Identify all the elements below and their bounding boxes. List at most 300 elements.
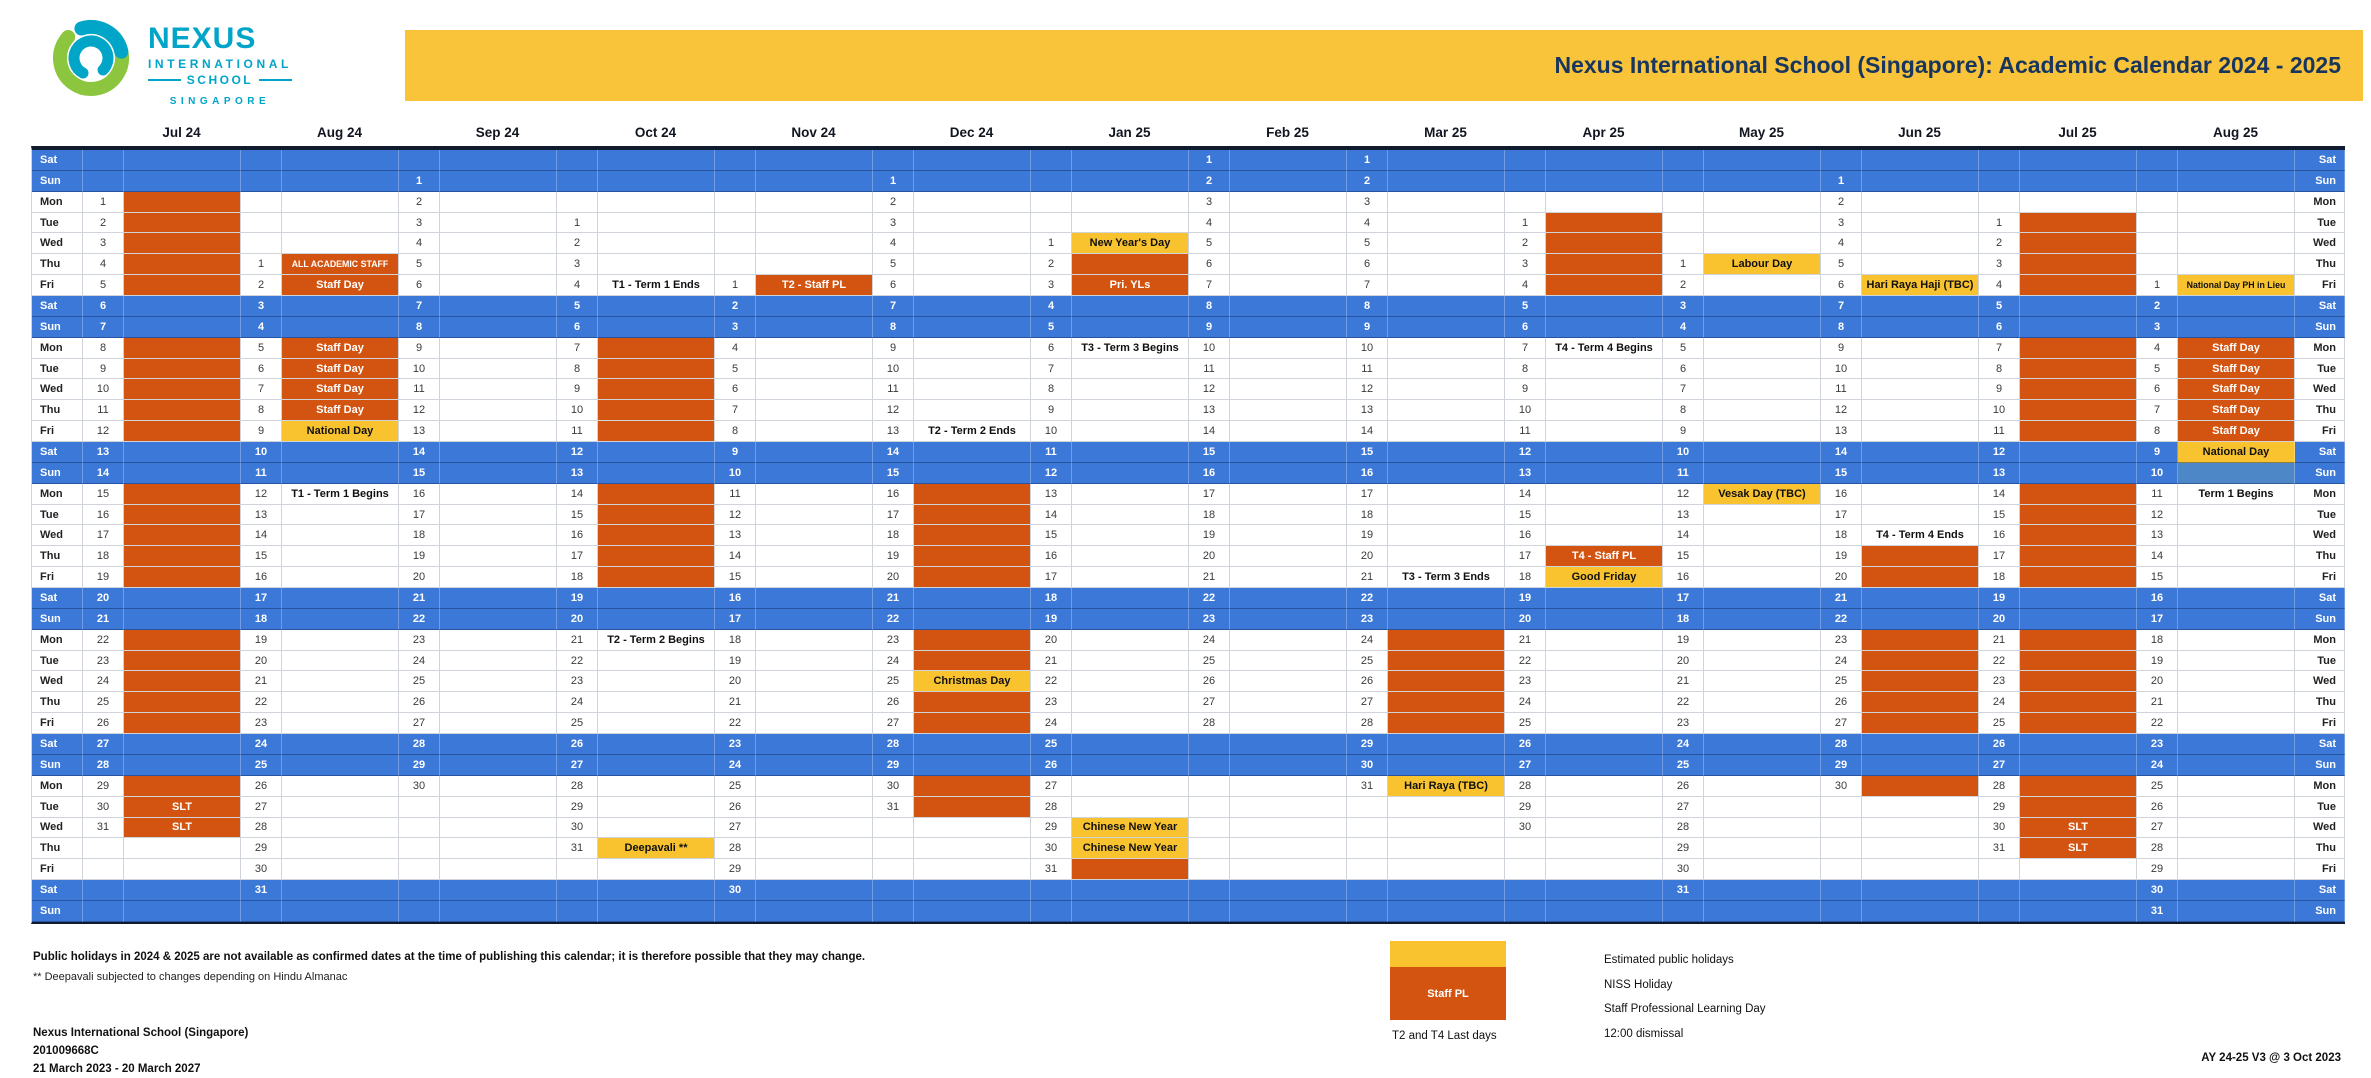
day-of-week-label-right: Wed xyxy=(2295,818,2345,839)
day-number-cell: 22 xyxy=(873,609,914,630)
event-cell xyxy=(598,171,715,192)
day-of-week-label-right: Sun xyxy=(2295,171,2345,192)
day-number-cell: 22 xyxy=(715,713,756,734)
day-of-week-label-left: Sun xyxy=(32,463,83,484)
event-cell xyxy=(756,880,873,901)
day-number-cell: 6 xyxy=(2137,379,2178,400)
event-cell xyxy=(1388,859,1505,880)
month-header: Feb 25 xyxy=(1266,125,1309,140)
day-number-cell xyxy=(873,880,914,901)
event-cell xyxy=(440,296,557,317)
event-cell xyxy=(1862,192,1979,213)
event-cell xyxy=(440,818,557,839)
event-cell xyxy=(1704,275,1821,296)
day-number-cell: 15 xyxy=(241,546,282,567)
event-cell xyxy=(1704,525,1821,546)
event-cell xyxy=(914,213,1031,234)
event-cell xyxy=(1704,400,1821,421)
event-cell: Staff Day xyxy=(2178,421,2295,442)
event-cell xyxy=(1072,192,1189,213)
event-cell: T4 - Term 4 Begins xyxy=(1546,338,1663,359)
day-number-cell: 28 xyxy=(557,776,598,797)
day-number-cell: 25 xyxy=(83,692,124,713)
event-cell xyxy=(756,755,873,776)
event-cell xyxy=(756,400,873,421)
day-number-cell: 21 xyxy=(1347,567,1388,588)
day-number-cell: 11 xyxy=(1979,421,2020,442)
event-cell xyxy=(1546,630,1663,651)
event-cell xyxy=(1072,463,1189,484)
day-number-cell: 18 xyxy=(1663,609,1704,630)
day-number-cell xyxy=(399,797,440,818)
day-number-cell: 27 xyxy=(2137,818,2178,839)
day-number-cell: 29 xyxy=(1505,797,1546,818)
event-cell xyxy=(598,609,715,630)
event-cell xyxy=(1388,734,1505,755)
event-cell xyxy=(1072,442,1189,463)
event-cell xyxy=(2020,254,2137,275)
day-number-cell: 28 xyxy=(241,818,282,839)
event-cell xyxy=(440,755,557,776)
event-cell xyxy=(124,379,241,400)
event-cell xyxy=(2020,505,2137,526)
day-number-cell: 22 xyxy=(83,630,124,651)
event-cell xyxy=(1230,692,1347,713)
event-cell: T1 - Term 1 Begins xyxy=(282,484,399,505)
day-number-cell: 17 xyxy=(873,505,914,526)
day-number-cell xyxy=(557,192,598,213)
event-cell xyxy=(2020,192,2137,213)
day-number-cell: 26 xyxy=(83,713,124,734)
event-cell: T1 - Term 1 Ends xyxy=(598,275,715,296)
event-cell xyxy=(1704,505,1821,526)
event-cell xyxy=(914,317,1031,338)
event-cell xyxy=(1072,880,1189,901)
event-cell xyxy=(1388,588,1505,609)
day-of-week-label-left: Fri xyxy=(32,275,83,296)
event-cell xyxy=(756,859,873,880)
event-cell xyxy=(2020,359,2137,380)
event-cell xyxy=(1388,505,1505,526)
event-cell xyxy=(1230,713,1347,734)
event-cell xyxy=(1388,296,1505,317)
event-cell xyxy=(1072,317,1189,338)
day-number-cell: 28 xyxy=(1663,818,1704,839)
day-number-cell xyxy=(1663,233,1704,254)
event-cell xyxy=(1546,317,1663,338)
day-number-cell xyxy=(1663,213,1704,234)
day-number-cell xyxy=(1979,859,2020,880)
event-cell xyxy=(1072,525,1189,546)
day-number-cell: 9 xyxy=(2137,442,2178,463)
event-cell xyxy=(1388,755,1505,776)
event-cell xyxy=(2178,692,2295,713)
day-number-cell: 13 xyxy=(715,525,756,546)
day-number-cell: 11 xyxy=(1189,359,1230,380)
day-number-cell xyxy=(1347,901,1388,922)
event-cell xyxy=(2020,609,2137,630)
event-cell xyxy=(914,150,1031,171)
day-number-cell: 29 xyxy=(715,859,756,880)
day-number-cell: 8 xyxy=(1347,296,1388,317)
day-number-cell xyxy=(1031,192,1072,213)
day-number-cell: 9 xyxy=(1505,379,1546,400)
day-of-week-label-left: Wed xyxy=(32,379,83,400)
day-of-week-label-left: Fri xyxy=(32,859,83,880)
day-number-cell xyxy=(2137,150,2178,171)
event-cell xyxy=(1072,609,1189,630)
day-number-cell: 30 xyxy=(241,859,282,880)
day-number-cell: 27 xyxy=(1505,755,1546,776)
event-cell xyxy=(1704,317,1821,338)
day-number-cell: 5 xyxy=(715,359,756,380)
event-cell xyxy=(1862,776,1979,797)
event-cell xyxy=(1546,880,1663,901)
day-number-cell: 23 xyxy=(1189,609,1230,630)
event-cell xyxy=(914,755,1031,776)
day-number-cell: 5 xyxy=(399,254,440,275)
event-cell xyxy=(1862,171,1979,192)
event-cell xyxy=(282,880,399,901)
event-cell xyxy=(1546,609,1663,630)
day-of-week-label-left: Fri xyxy=(32,421,83,442)
event-cell xyxy=(1072,254,1189,275)
event-cell xyxy=(598,546,715,567)
day-of-week-label-right: Thu xyxy=(2295,254,2345,275)
event-cell xyxy=(1704,192,1821,213)
day-number-cell: 10 xyxy=(1189,338,1230,359)
event-cell xyxy=(1388,525,1505,546)
day-number-cell: 21 xyxy=(557,630,598,651)
day-of-week-label-right: Tue xyxy=(2295,797,2345,818)
event-cell xyxy=(440,233,557,254)
day-number-cell: 23 xyxy=(1821,630,1862,651)
day-number-cell: 26 xyxy=(1189,671,1230,692)
day-number-cell: 31 xyxy=(1979,838,2020,859)
day-number-cell: 20 xyxy=(399,567,440,588)
day-number-cell: 1 xyxy=(1821,171,1862,192)
event-cell xyxy=(1704,150,1821,171)
day-number-cell: 12 xyxy=(2137,505,2178,526)
day-number-cell: 14 xyxy=(1821,442,1862,463)
day-of-week-label-right: Wed xyxy=(2295,671,2345,692)
day-number-cell xyxy=(715,192,756,213)
event-cell xyxy=(1862,880,1979,901)
day-of-week-label-left: Sun xyxy=(32,171,83,192)
event-cell xyxy=(598,734,715,755)
day-number-cell xyxy=(1663,150,1704,171)
legend-entries xyxy=(1604,948,1766,1046)
event-cell xyxy=(914,609,1031,630)
day-number-cell: 20 xyxy=(1663,651,1704,672)
day-number-cell xyxy=(873,818,914,839)
day-number-cell: 20 xyxy=(873,567,914,588)
day-number-cell: 9 xyxy=(1189,317,1230,338)
event-cell xyxy=(282,317,399,338)
day-number-cell: 9 xyxy=(873,338,914,359)
day-number-cell: 29 xyxy=(83,776,124,797)
event-cell xyxy=(756,484,873,505)
event-cell xyxy=(1862,213,1979,234)
day-number-cell xyxy=(83,880,124,901)
event-cell xyxy=(2178,233,2295,254)
event-cell xyxy=(1072,400,1189,421)
day-number-cell: 18 xyxy=(1031,588,1072,609)
event-cell xyxy=(2020,546,2137,567)
day-number-cell: 24 xyxy=(715,755,756,776)
day-number-cell: 19 xyxy=(2137,651,2178,672)
day-number-cell: 12 xyxy=(1189,379,1230,400)
day-number-cell: 12 xyxy=(1505,442,1546,463)
event-cell xyxy=(124,213,241,234)
day-number-cell: 15 xyxy=(715,567,756,588)
day-number-cell: 15 xyxy=(1979,505,2020,526)
event-cell xyxy=(1862,421,1979,442)
event-cell xyxy=(1862,859,1979,880)
day-number-cell: 20 xyxy=(715,671,756,692)
day-number-cell: 4 xyxy=(1189,213,1230,234)
event-cell xyxy=(598,421,715,442)
day-number-cell: 13 xyxy=(241,505,282,526)
event-cell xyxy=(282,671,399,692)
event-cell xyxy=(440,651,557,672)
event-cell xyxy=(1704,379,1821,400)
day-number-cell: 25 xyxy=(1505,713,1546,734)
event-cell xyxy=(124,609,241,630)
day-number-cell: 31 xyxy=(1347,776,1388,797)
event-cell xyxy=(598,818,715,839)
day-number-cell: 1 xyxy=(1979,213,2020,234)
event-cell xyxy=(1546,713,1663,734)
day-of-week-label-right: Wed xyxy=(2295,233,2345,254)
day-number-cell: 2 xyxy=(715,296,756,317)
day-number-cell: 22 xyxy=(2137,713,2178,734)
event-cell xyxy=(1704,859,1821,880)
public-holiday-footnote: Public holidays in 2024 & 2025 are not available as confirmed dates at the time of publishing this calendar; it is therefore possible that they may change. xyxy=(33,951,866,963)
event-cell xyxy=(1704,171,1821,192)
day-number-cell: 22 xyxy=(1663,692,1704,713)
day-number-cell: 26 xyxy=(1505,734,1546,755)
day-number-cell: 2 xyxy=(1505,233,1546,254)
day-number-cell: 26 xyxy=(399,692,440,713)
event-cell xyxy=(440,442,557,463)
event-cell xyxy=(598,484,715,505)
event-cell xyxy=(2020,755,2137,776)
day-number-cell: 27 xyxy=(1189,692,1230,713)
day-of-week-label-right: Fri xyxy=(2295,421,2345,442)
event-cell xyxy=(598,880,715,901)
event-cell: Vesak Day (TBC) xyxy=(1704,484,1821,505)
day-number-cell: 12 xyxy=(83,421,124,442)
day-number-cell: 18 xyxy=(1189,505,1230,526)
company-registration-period: 21 March 2023 - 20 March 2027 xyxy=(33,1063,201,1075)
day-number-cell: 17 xyxy=(1031,567,1072,588)
event-cell: T3 - Term 3 Begins xyxy=(1072,338,1189,359)
day-number-cell: 15 xyxy=(1189,442,1230,463)
day-number-cell: 7 xyxy=(715,400,756,421)
day-number-cell xyxy=(1821,797,1862,818)
month-header: May 25 xyxy=(1738,125,1785,140)
event-cell xyxy=(914,818,1031,839)
day-number-cell xyxy=(1189,859,1230,880)
event-cell xyxy=(1072,734,1189,755)
day-number-cell: 17 xyxy=(241,588,282,609)
event-cell xyxy=(756,797,873,818)
event-cell xyxy=(124,338,241,359)
event-cell xyxy=(1230,818,1347,839)
day-of-week-label-right: Sat xyxy=(2295,442,2345,463)
deepavali-footnote: ** Deepavali subjected to changes depending on Hindu Almanac xyxy=(33,971,348,983)
day-number-cell: 21 xyxy=(1189,567,1230,588)
day-number-cell xyxy=(1821,150,1862,171)
event-cell xyxy=(124,525,241,546)
event-cell xyxy=(1230,192,1347,213)
event-cell xyxy=(1546,359,1663,380)
event-cell xyxy=(124,275,241,296)
event-cell xyxy=(124,567,241,588)
event-cell xyxy=(914,880,1031,901)
day-number-cell: 24 xyxy=(1347,630,1388,651)
event-cell xyxy=(282,546,399,567)
event-cell xyxy=(756,901,873,922)
event-cell xyxy=(2020,233,2137,254)
event-cell xyxy=(124,588,241,609)
event-cell: T2 - Term 2 Begins xyxy=(598,630,715,651)
event-cell xyxy=(1862,630,1979,651)
event-cell xyxy=(1862,692,1979,713)
day-number-cell: 22 xyxy=(1821,609,1862,630)
day-number-cell: 5 xyxy=(1663,338,1704,359)
event-cell xyxy=(598,505,715,526)
event-cell xyxy=(598,859,715,880)
event-cell xyxy=(440,484,557,505)
event-cell xyxy=(914,546,1031,567)
day-number-cell: 16 xyxy=(241,567,282,588)
day-number-cell: 18 xyxy=(399,525,440,546)
event-cell xyxy=(1230,838,1347,859)
day-number-cell: 6 xyxy=(1821,275,1862,296)
event-cell xyxy=(282,233,399,254)
day-number-cell xyxy=(873,838,914,859)
event-cell xyxy=(1388,171,1505,192)
day-number-cell: 7 xyxy=(1663,379,1704,400)
event-cell xyxy=(1546,838,1663,859)
day-of-week-label-right: Mon xyxy=(2295,192,2345,213)
day-number-cell xyxy=(1347,797,1388,818)
day-number-cell: 21 xyxy=(1979,630,2020,651)
event-cell: Staff Day xyxy=(2178,359,2295,380)
event-cell xyxy=(1072,588,1189,609)
day-number-cell: 4 xyxy=(1979,275,2020,296)
day-number-cell: 13 xyxy=(2137,525,2178,546)
event-cell xyxy=(1862,755,1979,776)
event-cell xyxy=(1704,755,1821,776)
event-cell: Term 1 Begins xyxy=(2178,484,2295,505)
day-of-week-label-left: Wed xyxy=(32,671,83,692)
day-of-week-label-left: Mon xyxy=(32,630,83,651)
day-number-cell: 17 xyxy=(83,525,124,546)
event-cell xyxy=(598,379,715,400)
event-cell: SLT xyxy=(124,797,241,818)
day-number-cell: 13 xyxy=(83,442,124,463)
event-cell xyxy=(1546,233,1663,254)
day-number-cell xyxy=(83,859,124,880)
event-cell xyxy=(124,505,241,526)
event-cell xyxy=(1230,150,1347,171)
day-number-cell xyxy=(715,150,756,171)
event-cell xyxy=(1388,463,1505,484)
day-number-cell: 6 xyxy=(1189,254,1230,275)
day-number-cell: 13 xyxy=(1189,400,1230,421)
month-header: Apr 25 xyxy=(1582,125,1625,140)
event-cell xyxy=(1862,651,1979,672)
day-number-cell: 10 xyxy=(1979,400,2020,421)
event-cell xyxy=(914,859,1031,880)
day-of-week-label-left: Fri xyxy=(32,567,83,588)
event-cell xyxy=(440,713,557,734)
event-cell xyxy=(1388,797,1505,818)
day-of-week-label-right: Thu xyxy=(2295,838,2345,859)
day-number-cell: 13 xyxy=(399,421,440,442)
event-cell xyxy=(1230,359,1347,380)
month-header: Jun 25 xyxy=(1898,125,1941,140)
day-number-cell xyxy=(873,901,914,922)
day-number-cell: 22 xyxy=(557,651,598,672)
event-cell xyxy=(1704,421,1821,442)
day-number-cell: 3 xyxy=(557,254,598,275)
event-cell xyxy=(2178,254,2295,275)
event-cell xyxy=(1388,233,1505,254)
event-cell xyxy=(1072,505,1189,526)
event-cell xyxy=(1230,567,1347,588)
event-cell: Hari Raya Haji (TBC) xyxy=(1862,275,1979,296)
event-cell xyxy=(124,838,241,859)
event-cell xyxy=(2020,317,2137,338)
event-cell xyxy=(1862,379,1979,400)
day-number-cell: 19 xyxy=(1663,630,1704,651)
event-cell xyxy=(440,338,557,359)
event-cell xyxy=(124,171,241,192)
event-cell xyxy=(1230,651,1347,672)
day-number-cell: 3 xyxy=(1505,254,1546,275)
event-cell xyxy=(124,734,241,755)
event-cell xyxy=(2020,734,2137,755)
event-cell xyxy=(914,797,1031,818)
day-of-week-label-left: Sun xyxy=(32,317,83,338)
nexus-swirl-icon xyxy=(52,12,134,104)
day-number-cell xyxy=(1189,901,1230,922)
event-cell xyxy=(282,630,399,651)
company-block xyxy=(33,1024,248,1078)
event-cell xyxy=(282,150,399,171)
event-cell xyxy=(2178,505,2295,526)
event-cell xyxy=(2178,192,2295,213)
event-cell xyxy=(1388,630,1505,651)
day-of-week-label-left: Thu xyxy=(32,838,83,859)
day-number-cell: 24 xyxy=(241,734,282,755)
day-number-cell: 25 xyxy=(557,713,598,734)
event-cell xyxy=(598,338,715,359)
event-cell xyxy=(756,233,873,254)
day-of-week-label-right: Mon xyxy=(2295,484,2345,505)
event-cell xyxy=(1072,671,1189,692)
event-cell xyxy=(2020,671,2137,692)
day-of-week-label-left: Thu xyxy=(32,254,83,275)
day-number-cell: 22 xyxy=(1979,651,2020,672)
day-number-cell: 26 xyxy=(715,797,756,818)
day-number-cell: 29 xyxy=(1979,797,2020,818)
day-number-cell: 29 xyxy=(399,755,440,776)
